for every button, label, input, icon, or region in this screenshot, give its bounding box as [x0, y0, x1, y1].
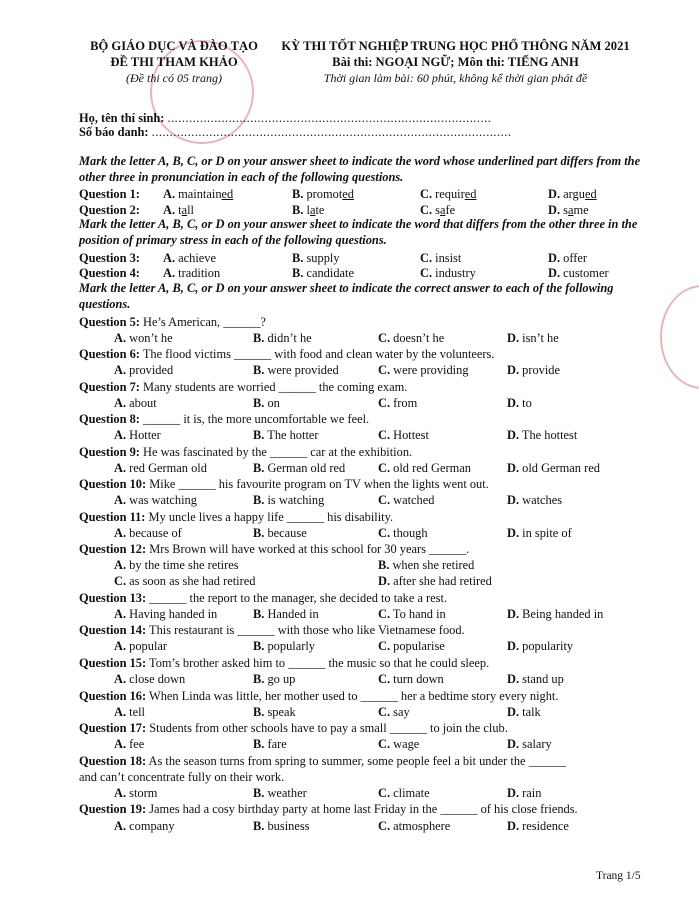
q7-option-b: B. on	[253, 396, 280, 410]
question-1	[79, 186, 649, 202]
question-18-stem: Question 18: As the season turns from spring to summer, some people feel a bit under the ______	[79, 754, 566, 768]
candidate-name-dots: ..........................................................................................	[167, 111, 492, 125]
exam-subject: Bài thi: NGOẠI NGỮ; Môn thi: TIẾNG ANH	[332, 55, 579, 69]
ministry-name: BỘ GIÁO DỤC VÀ ĐÀO TẠO	[90, 39, 258, 53]
q19-option-d: D. residence	[507, 819, 569, 833]
q19-option-a: A. company	[114, 819, 175, 833]
question-5-options	[79, 330, 649, 346]
q6-option-b: B. were provided	[253, 363, 339, 377]
question-16-stem: Question 16: When Linda was little, her mother used to ______ her a bedtime story every night.	[79, 689, 559, 703]
q19-option-c: C. atmosphere	[378, 819, 451, 833]
q18-option-a: A. storm	[114, 786, 158, 800]
q5-option-d: D. isn’t he	[507, 331, 559, 345]
q11-option-b: B. because	[253, 526, 307, 540]
q15-option-c: C. turn down	[378, 672, 444, 686]
q17-option-b: B. fare	[253, 737, 287, 751]
question-4-label: Question 4:	[79, 266, 140, 280]
question-12-options-row1	[79, 557, 649, 573]
q10-option-b: B. is watching	[253, 493, 325, 507]
q7-option-a: A. about	[114, 396, 157, 410]
question-4	[79, 265, 649, 281]
q17-option-d: D. salary	[507, 737, 552, 751]
q15-option-a: A. close down	[114, 672, 186, 686]
instruction-pronunciation: Mark the letter A, B, C, or D on your answer sheet to indicate the word whose underlined part differs from the other three in pronunciation in each of the following questions.	[79, 154, 641, 184]
question-9-stem: Question 9: He was fascinated by the ______ car at the exhibition.	[79, 445, 413, 459]
question-11-options	[79, 525, 649, 541]
q16-option-b: B. speak	[253, 705, 296, 719]
q14-option-b: B. popularly	[253, 639, 315, 653]
q12-option-b: B. when she retired	[378, 558, 475, 572]
q8-option-b: B. The hotter	[253, 428, 319, 442]
question-19-options	[79, 818, 649, 834]
q5-option-b: B. didn’t he	[253, 331, 312, 345]
question-3-label: Question 3:	[79, 251, 140, 265]
question-13-options	[79, 606, 649, 622]
q3-option-a: A. achieve	[163, 251, 216, 265]
q15-option-d: D. stand up	[507, 672, 564, 686]
q7-option-c: C. from	[378, 396, 418, 410]
q2-option-d: D. same	[548, 203, 589, 217]
q5-option-c: C. doesn’t he	[378, 331, 445, 345]
exam-title: KỲ THI TỐT NGHIỆP TRUNG HỌC PHỔ THÔNG NĂM 2021	[281, 39, 630, 53]
q10-option-d: D. watches	[507, 493, 563, 507]
question-19-stem: Question 19: James had a cosy birthday party at home last Friday in the ______ of his close friends.	[79, 802, 578, 816]
q12-option-d: D. after she had retired	[378, 574, 492, 588]
q4-option-c: C. industry	[420, 266, 476, 280]
candidate-name-label: Họ, tên thí sinh:	[79, 111, 168, 125]
question-1-label: Question 1:	[79, 187, 140, 201]
instruction-stress: Mark the letter A, B, C, or D on your answer sheet to indicate the word that differs from the other three in the position of primary stress in each of the following questions.	[79, 217, 638, 247]
q11-option-c: C. though	[378, 526, 428, 540]
question-14-options	[79, 638, 649, 654]
q16-option-c: C. say	[378, 705, 410, 719]
q17-option-c: C. wage	[378, 737, 420, 751]
q1-option-a: A. maintained	[163, 187, 234, 201]
q6-option-d: D. provide	[507, 363, 561, 377]
q6-option-c: C. were providing	[378, 363, 469, 377]
question-6-options	[79, 362, 649, 378]
q3-option-b: B. supply	[292, 251, 340, 265]
question-9-options	[79, 460, 649, 476]
question-7-stem: Question 7: Many students are worried ______ the coming exam.	[79, 380, 408, 394]
q2-option-a: A. tall	[163, 203, 194, 217]
q5-option-a: A. won’t he	[114, 331, 173, 345]
question-2	[79, 202, 649, 218]
question-2-label: Question 2:	[79, 203, 140, 217]
question-3	[79, 250, 649, 266]
question-12-stem: Question 12: Mrs Brown will have worked at this school for 30 years ______.	[79, 542, 470, 556]
question-17-stem: Question 17: Students from other schools have to pay a small ______ to join the club.	[79, 721, 508, 735]
q1-option-d: D. argued	[548, 187, 597, 201]
question-13-stem: Question 13: ______ the report to the manager, she decided to take a rest.	[79, 591, 448, 605]
question-8-stem: Question 8: ______ it is, the more uncomfortable we feel.	[79, 412, 370, 426]
question-15-stem: Question 15: Tom’s brother asked him to ______ the music so that he could sleep.	[79, 656, 490, 670]
header-right	[258, 38, 653, 86]
page-number: Trang 1/5	[596, 870, 641, 882]
q18-option-c: C. climate	[378, 786, 430, 800]
q14-option-d: D. popularity	[507, 639, 574, 653]
q9-option-b: B. German old red	[253, 461, 346, 475]
q13-option-a: A. Having handed in	[114, 607, 218, 621]
q8-option-c: C. Hottest	[378, 428, 429, 442]
candidate-id-dots: ....................................................................................................	[151, 125, 512, 139]
question-8-options	[79, 427, 649, 443]
exam-duration: Thời gian làm bài: 60 phút, không kể thời gian phát đề	[323, 71, 588, 85]
q9-option-a: A. red German old	[114, 461, 207, 475]
candidate-id-line	[79, 124, 511, 140]
q3-option-d: D. offer	[548, 251, 588, 265]
question-6-stem: Question 6: The flood victims ______ with food and clean water by the volunteers.	[79, 347, 495, 361]
q12-option-a: A. by the time she retires	[114, 558, 239, 572]
q13-option-d: D. Being handed in	[507, 607, 604, 621]
q6-option-a: A. provided	[114, 363, 174, 377]
question-10-stem: Question 10: Mike ______ his favourite program on TV when the lights went out.	[79, 477, 489, 491]
exam-type: ĐỀ THI THAM KHẢO	[110, 55, 238, 69]
question-10-options	[79, 492, 649, 508]
q11-option-d: D. in spite of	[507, 526, 572, 540]
q8-option-a: A. Hotter	[114, 428, 161, 442]
edge-seal-stamp	[660, 285, 699, 389]
q3-option-c: C. insist	[420, 251, 462, 265]
question-17-options	[79, 736, 649, 752]
q12-option-c: C. as soon as she had retired	[114, 574, 256, 588]
q7-option-d: D. to	[507, 396, 532, 410]
q9-option-c: C. old red German	[378, 461, 471, 475]
question-18-options	[79, 785, 649, 801]
question-15-options	[79, 671, 649, 687]
question-14-stem: Question 14: This restaurant is ______ with those who like Vietnamese food.	[79, 623, 465, 637]
q13-option-b: B. Handed in	[253, 607, 319, 621]
candidate-id-label: Số báo danh:	[79, 125, 152, 139]
q18-option-b: B. weather	[253, 786, 307, 800]
q9-option-d: D. old German red	[507, 461, 600, 475]
q18-option-d: D. rain	[507, 786, 542, 800]
q10-option-c: C. watched	[378, 493, 435, 507]
q8-option-d: D. The hottest	[507, 428, 578, 442]
instruction-grammar: Mark the letter A, B, C, or D on your answer sheet to indicate the correct answer to each of the following questions.	[79, 281, 614, 311]
q1-option-b: B. promoted	[292, 187, 354, 201]
q4-option-d: D. customer	[548, 266, 609, 280]
q2-option-c: C. safe	[420, 203, 456, 217]
q16-option-d: D. talk	[507, 705, 541, 719]
question-18-stem-cont: and can’t concentrate fully on their work.	[79, 770, 285, 784]
q13-option-c: C. To hand in	[378, 607, 446, 621]
q14-option-a: A. popular	[114, 639, 168, 653]
question-11-stem: Question 11: My uncle lives a happy life ______ his disability.	[79, 510, 394, 524]
page-count-note: (Đề thi có 05 trang)	[126, 71, 222, 85]
question-16-options	[79, 704, 649, 720]
q4-option-a: A. tradition	[163, 266, 221, 280]
q19-option-b: B. business	[253, 819, 310, 833]
q16-option-a: A. tell	[114, 705, 145, 719]
q10-option-a: A. was watching	[114, 493, 197, 507]
q4-option-b: B. candidate	[292, 266, 354, 280]
q1-option-c: C. required	[420, 187, 477, 201]
question-7-options	[79, 395, 649, 411]
q15-option-b: B. go up	[253, 672, 296, 686]
q2-option-b: B. late	[292, 203, 325, 217]
q11-option-a: A. because of	[114, 526, 182, 540]
header-left	[79, 38, 269, 86]
q17-option-a: A. fee	[114, 737, 145, 751]
question-5-stem: Question 5: He’s American, ______?	[79, 315, 266, 329]
question-12-options-row2	[79, 573, 649, 589]
q14-option-c: C. popularise	[378, 639, 445, 653]
